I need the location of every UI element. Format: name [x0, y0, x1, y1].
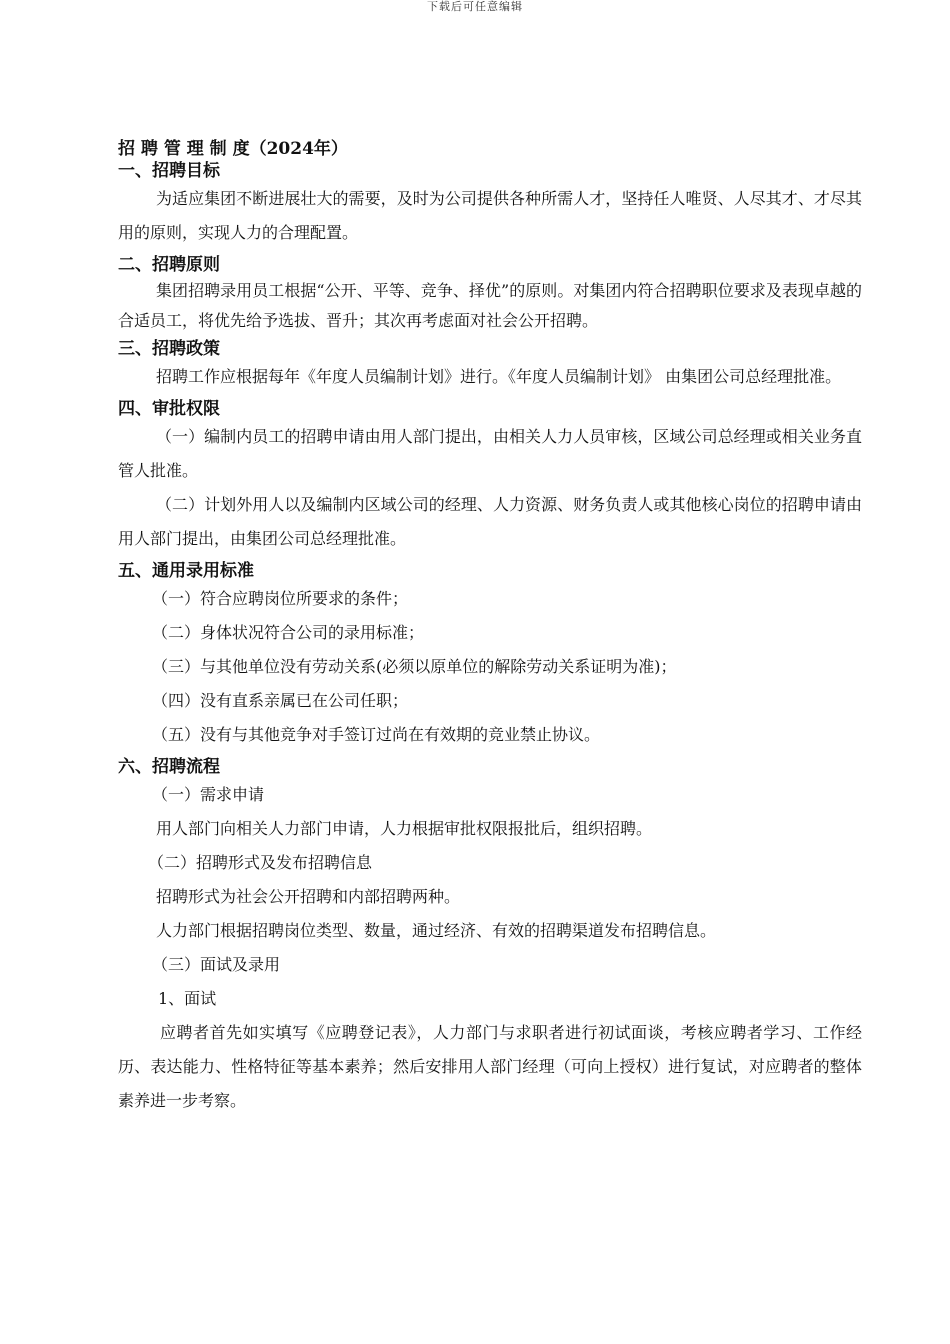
header-note: 下载后可任意编辑 [427, 0, 523, 13]
standard-item: （五）没有与其他竞争对手签订过尚在有效期的竞业禁止协议。 [152, 725, 601, 744]
section-heading-policy: 三、招聘政策 [118, 339, 220, 359]
section-policy-paragraph: 招聘工作应根据每年《年度人员编制计划》进行。《年度人员编制计划》 由集团公司总经理批准。 [156, 367, 842, 386]
process-interview-item: 1、面试 [158, 989, 217, 1008]
standard-item: （二）身体状况符合公司的录用标准； [152, 623, 425, 642]
process-subheading-recruitment-form: （二）招聘形式及发布招聘信息 [148, 853, 373, 872]
section-principle-paragraph: 集团招聘录用员工根据“公开、平等、竞争、择优”的原则。对集团内符合招聘职位要求及表现卓越的合适员工，将优先给予选拔、晋升；其次再考虑面对社会公开招聘。 [118, 281, 862, 330]
approval-paragraph-2: （二）计划外用人以及编制内区域公司的经理、人力资源、财务负责人或其他核心岗位的招聘申请由用人部门提出，由集团公司总经理批准。 [118, 495, 862, 548]
document-body [118, 138, 862, 1118]
standard-item: （四）没有直系亲属已在公司任职； [152, 691, 409, 710]
process-recruitment-form-text-1: 招聘形式为社会公开招聘和内部招聘两种。 [156, 887, 461, 906]
standard-item: （三）与其他单位没有劳动关系(必须以原单位的解除劳动关系证明为准)； [152, 657, 677, 676]
section-heading-approval: 四、审批权限 [118, 399, 220, 419]
section-heading-goal: 一、招聘目标 [118, 161, 220, 181]
process-subheading-demand: （一）需求申请 [152, 785, 265, 804]
section-heading-standards: 五、通用录用标准 [118, 561, 254, 581]
process-interview-paragraph: 应聘者首先如实填写《应聘登记表》，人力部门与求职者进行初试面谈，考核应聘者学习、工作经历、表达能力、性格特征等基本素养；然后安排用人部门经理（可向上授权）进行复试，对应聘者的整体素养进一步考察。 [118, 1023, 862, 1110]
section-heading-process: 六、招聘流程 [118, 757, 220, 777]
document-title: 招 聘 管 理 制 度（2024年） [118, 139, 348, 159]
process-recruitment-form-text-2: 人力部门根据招聘岗位类型、数量，通过经济、有效的招聘渠道发布招聘信息。 [156, 921, 717, 940]
section-heading-principle: 二、招聘原则 [118, 255, 220, 275]
process-demand-text: 用人部门向相关人力部门申请，人力根据审批权限报批后，组织招聘。 [156, 819, 653, 838]
standard-item: （一）符合应聘岗位所要求的条件； [152, 589, 409, 608]
process-subheading-interview: （三）面试及录用 [152, 955, 281, 974]
section-goal-paragraph: 为适应集团不断进展壮大的需要，及时为公司提供各种所需人才，坚持任人唯贤、人尽其才、才尽其用的原则，实现人力的合理配置。 [118, 189, 862, 242]
approval-paragraph-1: （一）编制内员工的招聘申请由用人部门提出，由相关人力人员审核，区域公司总经理或相关业务直管人批准。 [118, 427, 862, 480]
